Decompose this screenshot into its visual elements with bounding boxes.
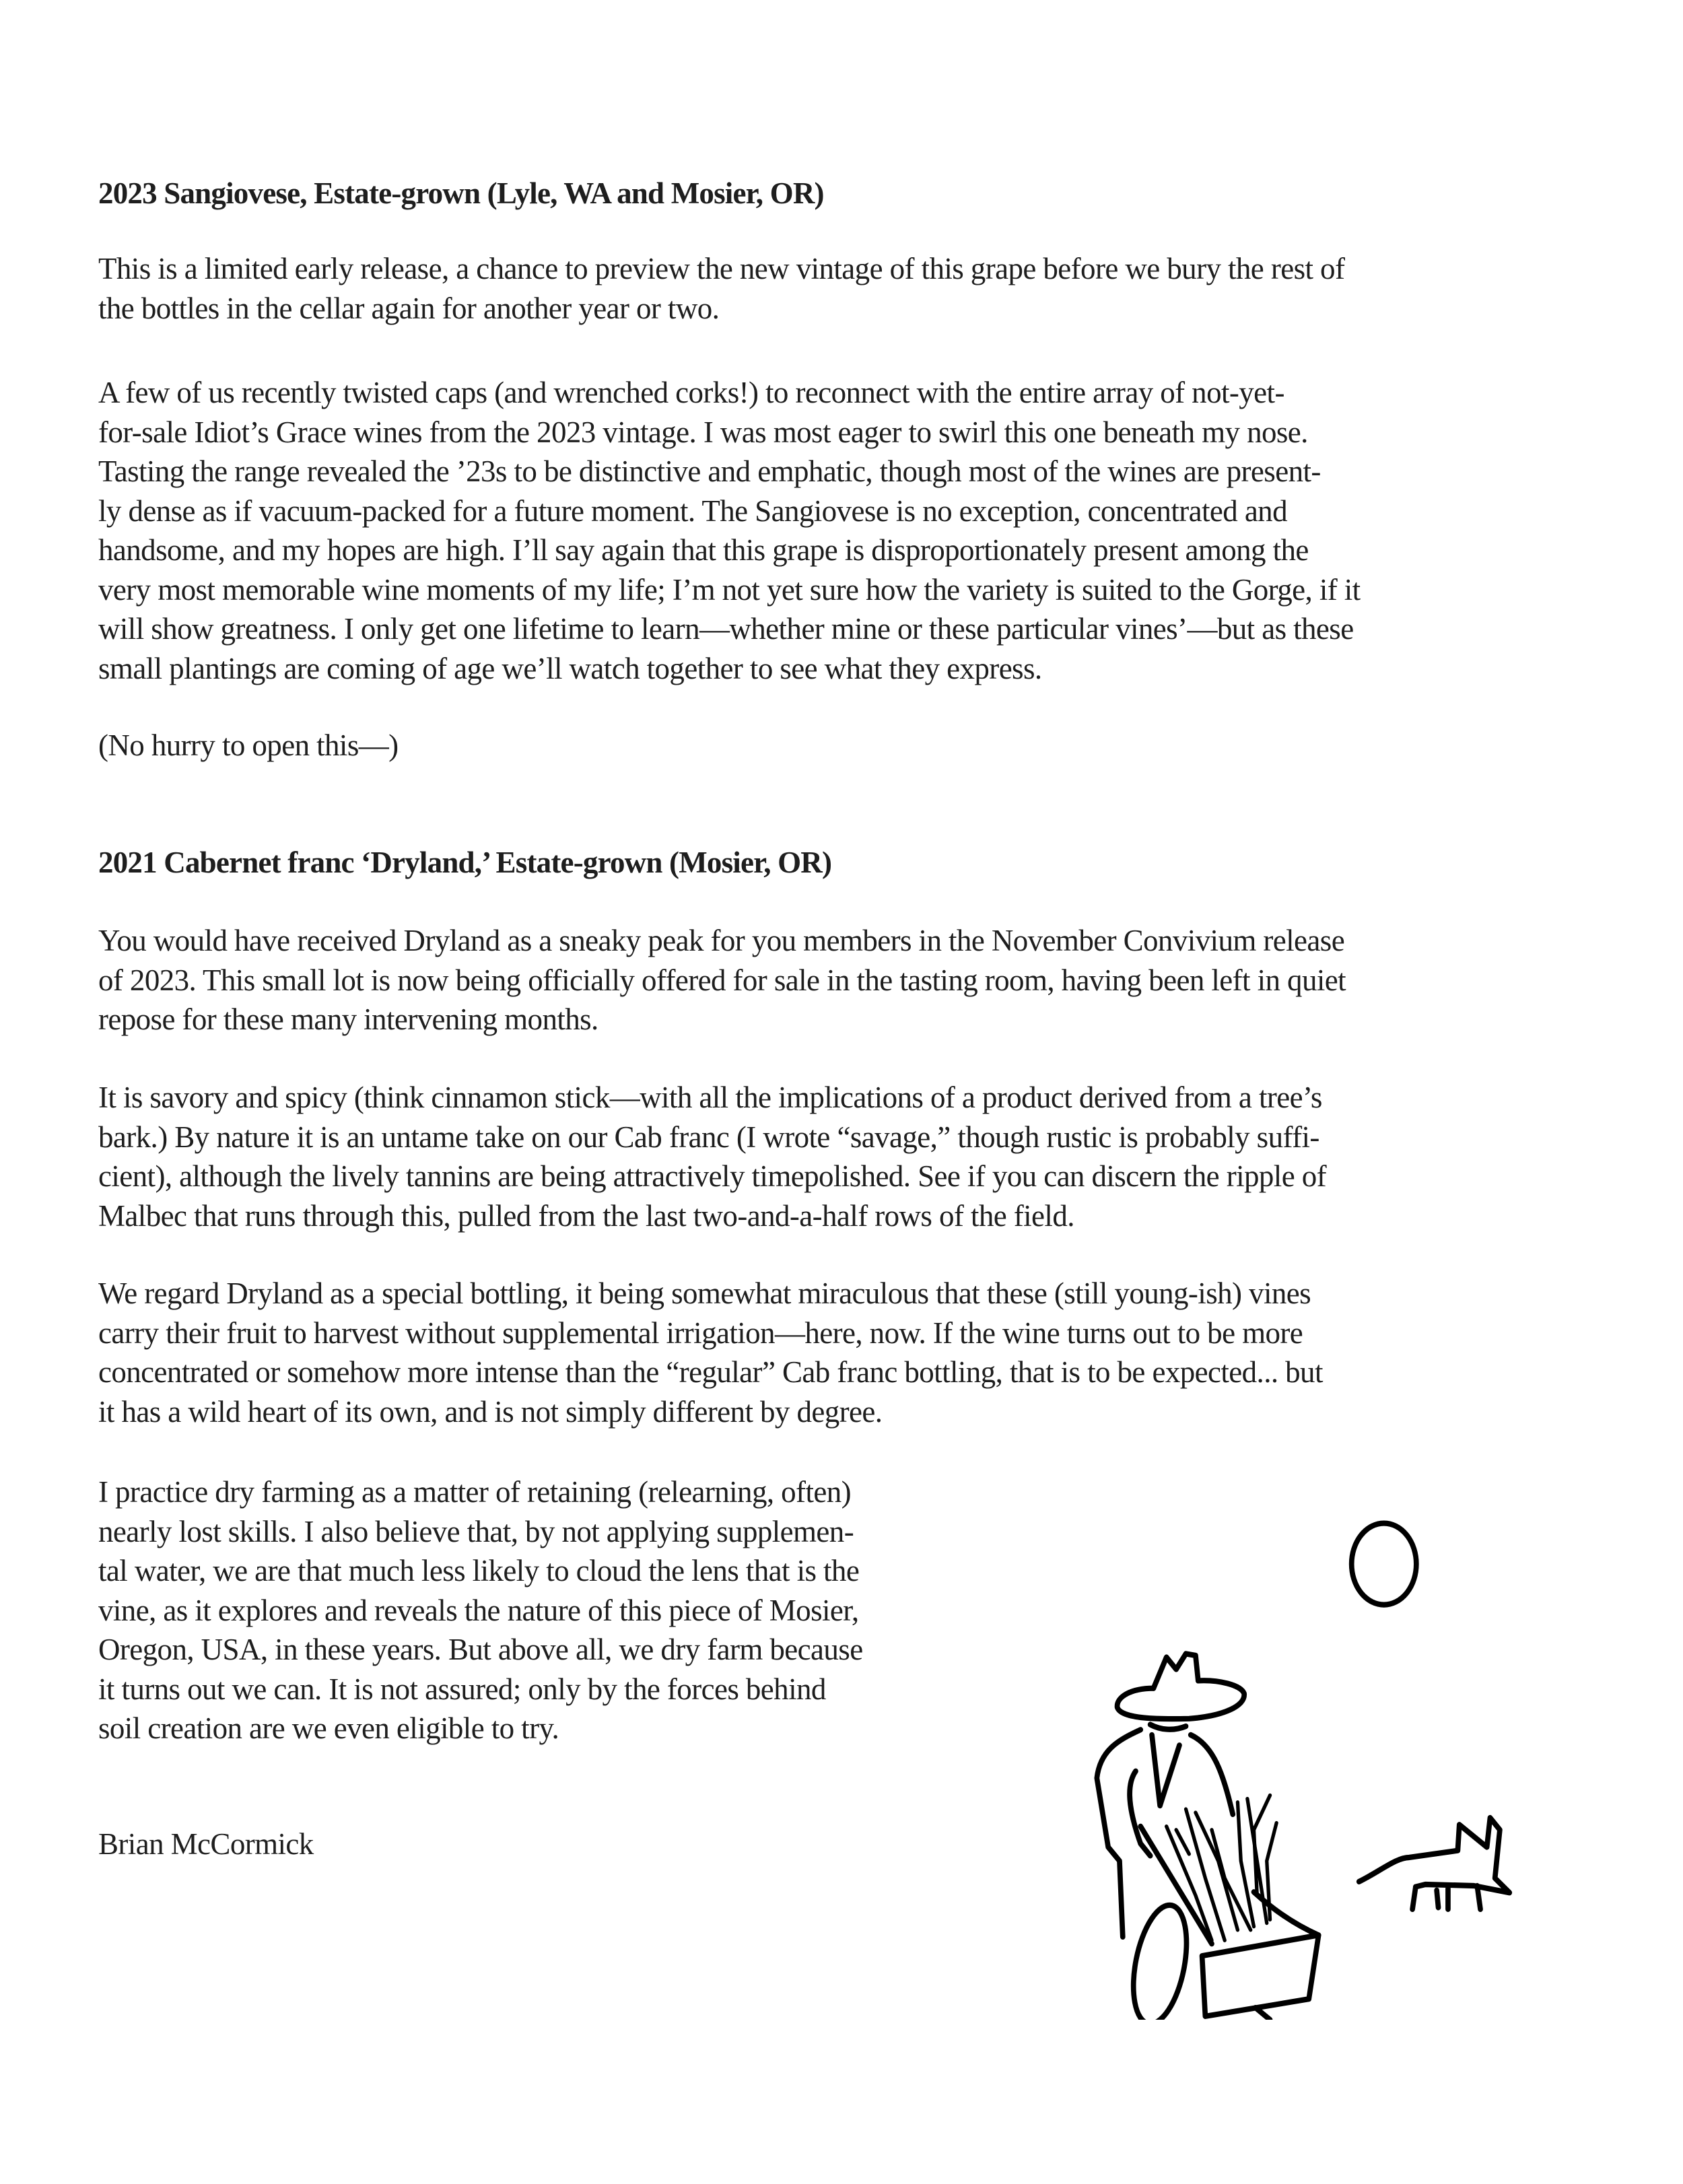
heading-text: 2021 Cabernet franc ‘Dryland,’ Estate-grown (Mosier, OR) [98,846,832,879]
paragraph-line: tal water, we are that much less likely to cloud the lens that is the [98,1554,860,1588]
paragraph [98,373,1361,688]
paragraph-line: repose for these many intervening months. [98,1002,598,1036]
paragraph-line: You would have received Dryland as a sneaky peak for you members in the November Convivium release [98,924,1345,957]
farmer-wheelbarrow-illustration [1043,1481,1548,2020]
paragraph-line: ly dense as if vacuum-packed for a future moment. The Sangiovese is no exception, concentrated and [98,493,1287,528]
paragraph-line: bark.) By nature it is an untame take on our Cab franc (I wrote “savage,” though rustic is probably suffi- [98,1120,1319,1154]
signature [98,1824,314,1864]
paragraph-line: concentrated or somehow more intense than the “regular” Cab franc bottling, that is to be expected... but [98,1355,1323,1389]
paragraph-line: (No hurry to open this—) [98,728,399,762]
paragraph-line: A few of us recently twisted caps (and wrenched corks!) to reconnect with the entire array of not-yet- [98,376,1284,409]
paragraph-line: the bottles in the cellar again for another year or two. [98,291,720,325]
paragraph-line: handsome, and my hopes are high. I’ll say again that this grape is disproportionately present among the [98,533,1309,567]
paragraph [98,921,1346,1039]
paragraph-line: for-sale Idiot’s Grace wines from the 2023 vintage. I was most eager to swirl this one beneath my nose. [98,415,1308,449]
heading-text: 2023 Sangiovese, Estate-grown (Lyle, WA and Mosier, OR) [98,176,824,210]
signature-text: Brian McCormick [98,1827,314,1861]
section-heading [98,843,831,883]
paragraph-line: nearly lost skills. I also believe that, by not applying supplemen- [98,1514,854,1548]
dog-figure [1359,1818,1510,1909]
paragraph-line: vine, as it explores and reveals the nature of this piece of Mosier, [98,1593,859,1627]
paragraph [98,249,1344,328]
paragraph-line: cient), although the lively tannins are being attractively timepolished. See if you can discern the ripple of [98,1159,1327,1193]
paragraph-line: soil creation are we even eligible to try. [98,1711,559,1745]
paragraph-line: carry their fruit to harvest without supplemental irrigation—here, now. If the wine turns out to be more [98,1316,1303,1350]
paragraph-line: It is savory and spicy (think cinnamon stick—with all the implications of a product derived from a tree’s [98,1081,1322,1114]
paragraph-line: Malbec that runs through this, pulled from the last two-and-a-half rows of the field. [98,1198,1074,1233]
paragraph-line: of 2023. This small lot is now being officially offered for sale in the tasting room, having been left in quiet [98,963,1346,997]
paragraph-line: We regard Dryland as a special bottling, it being somewhat miraculous that these (still young-ish) vines [98,1276,1311,1310]
paragraph-line: small plantings are coming of age we’ll watch together to see what they express. [98,651,1042,685]
paragraph-line: This is a limited early release, a chance to preview the new vintage of this grape before we bury the rest of [98,252,1345,285]
paragraph-line: Oregon, USA, in these years. But above all, we dry farm because [98,1633,863,1666]
section-heading [98,174,824,213]
paragraph-line: it turns out we can. It is not assured; only by the forces behind [98,1672,826,1706]
sun-icon [1352,1524,1416,1605]
paragraph-line: Tasting the range revealed the ’23s to be distinctive and emphatic, though most of the wines are present- [98,454,1321,488]
paragraph [98,1078,1326,1235]
farmer-figure [1097,1653,1318,1944]
paragraph-line: will show greatness. I only get one lifetime to learn—whether mine or these particular vines’—but as these [98,612,1354,646]
paragraph-line: it has a wild heart of its own, and is not simply different by degree. [98,1394,883,1429]
paragraph-line: I practice dry farming as a matter of retaining (relearning, often) [98,1475,852,1509]
paragraph [98,1274,1323,1431]
paragraph [98,726,399,765]
paragraph-line: very most memorable wine moments of my life; I’m not yet sure how the variety is suited to the Gorge, if it [98,572,1361,607]
paragraph [98,1472,863,1748]
